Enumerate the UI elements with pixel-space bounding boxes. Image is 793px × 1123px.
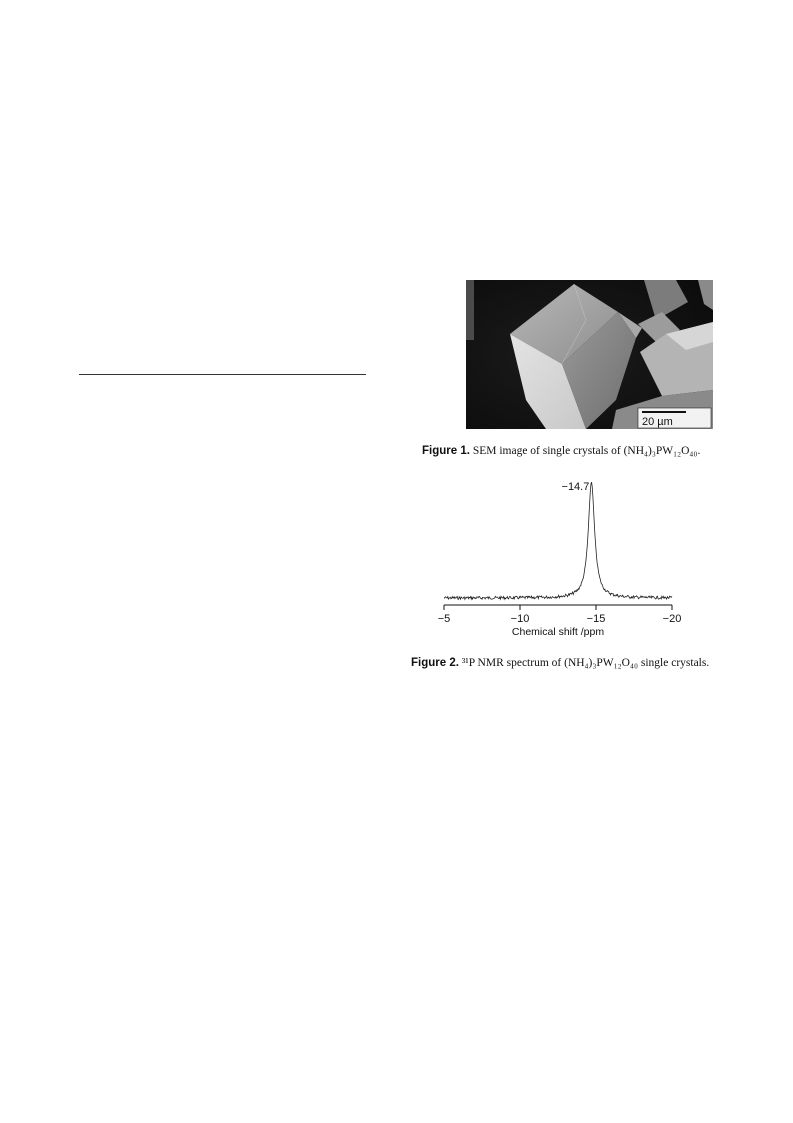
spectrum-line <box>444 482 672 599</box>
figure2-caption-text: ³¹P NMR spectrum of (NH₄)₃PW₁₂O₄₀ single crystals. <box>461 657 710 669</box>
figure1-caption <box>422 444 700 458</box>
x-axis-ticks <box>438 605 682 625</box>
x-tick-label: −10 <box>510 613 530 625</box>
x-tick-label: −5 <box>437 613 451 625</box>
figure1-caption-label: Figure 1. <box>422 445 470 457</box>
scale-bar-label: 20 µm <box>642 416 673 428</box>
x-tick-label: −20 <box>662 613 682 625</box>
peak-label: −14.7 <box>561 481 590 493</box>
figure1-caption-text: SEM image of single crystals of (NH₄)₃PW₁₂O₄₀. <box>472 445 701 457</box>
sem-crystal-illustration <box>466 280 713 429</box>
figure2-caption-label: Figure 2. <box>411 657 459 669</box>
x-tick-label: −15 <box>586 613 606 625</box>
nmr-chart <box>420 472 690 644</box>
x-axis-title: Chemical shift /ppm <box>511 626 605 638</box>
figure2-caption <box>411 656 709 670</box>
nmr-chart-svg <box>420 472 690 644</box>
section-divider-rule <box>79 374 366 375</box>
sem-image <box>466 280 713 429</box>
